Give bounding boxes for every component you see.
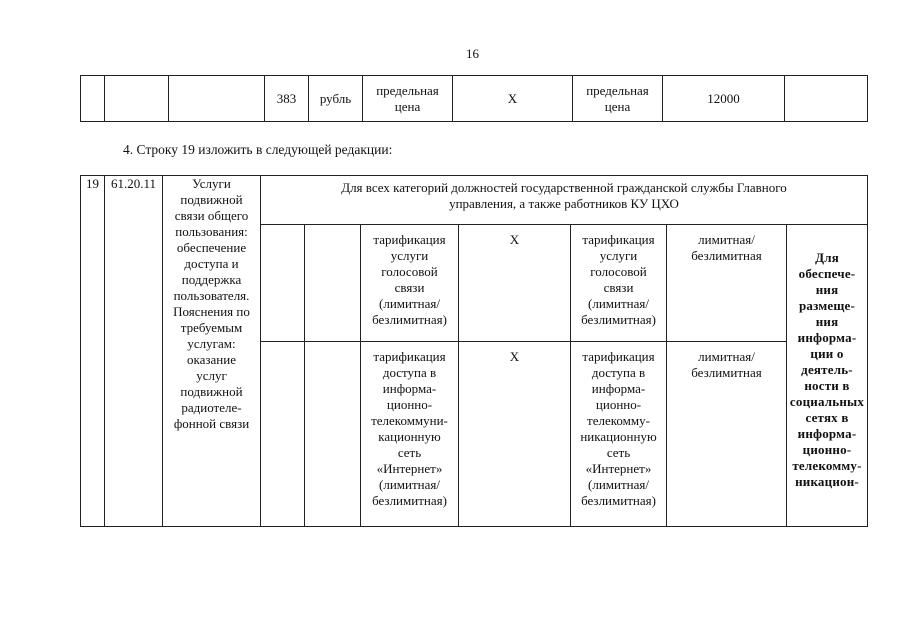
- characteristic-cell: тарификация доступа в информа- ционно- телекоммуни- кационную сеть «Интернет» (лимитная/ безлимитная): [361, 342, 459, 527]
- table-cell: [785, 76, 868, 122]
- x-cell: X: [453, 76, 573, 122]
- type-cell: предельная цена: [573, 76, 663, 122]
- table-cell: [261, 342, 305, 527]
- unit-cell: рубль: [309, 76, 363, 122]
- table-cell: [305, 342, 361, 527]
- table-cell: [105, 76, 169, 122]
- top-table-row: [81, 76, 868, 122]
- characteristic-cell: тарификация услуги голосовой связи (лимитная/ безлимитная): [361, 225, 459, 342]
- type-cell: предельная цена: [363, 76, 453, 122]
- characteristic-cell: тарификация доступа в информа- ционно- телекомму- никационную сеть «Интернет» (лимитная/ безлимитная): [571, 342, 667, 527]
- value-cell: 12000: [663, 76, 785, 122]
- row-number-cell: 19: [81, 176, 105, 527]
- characteristic-cell: тарификация услуги голосовой связи (лимитная/ безлимитная): [571, 225, 667, 342]
- table-row: [81, 176, 868, 225]
- table-cell: [305, 225, 361, 342]
- code-cell: 383: [265, 76, 309, 122]
- x-cell: X: [459, 225, 571, 342]
- page-number: 16: [466, 46, 479, 61]
- description-cell: Услуги подвижной связи общего пользования: обеспечение доступа и поддержка пользователя. Пояснения по требуемым услугам: оказание услуг подвижной радиотеле- фонной связи: [163, 176, 261, 527]
- table-cell: [169, 76, 265, 122]
- top-table: [80, 75, 868, 122]
- instruction-text: 4. Строку 19 изложить в следующей редакции:: [123, 142, 393, 157]
- value-cell: лимитная/ безлимитная: [667, 225, 787, 342]
- okpd-code-cell: 61.20.11: [105, 176, 163, 527]
- table-cell: [81, 76, 105, 122]
- value-cell: лимитная/ безлимитная: [667, 342, 787, 527]
- header-cell: Для всех категорий должностей государственной гражданской службы Главного управления, а также работников КУ ЦХО: [261, 176, 868, 225]
- x-cell: X: [459, 342, 571, 527]
- table-cell: [261, 225, 305, 342]
- row19-table: [80, 175, 868, 527]
- purpose-cell: Для обеспече- ния размеще- ния информа- ции о деятель- ности в социальных сетях в информа- ционно- телекомму- никацион-: [787, 225, 868, 527]
